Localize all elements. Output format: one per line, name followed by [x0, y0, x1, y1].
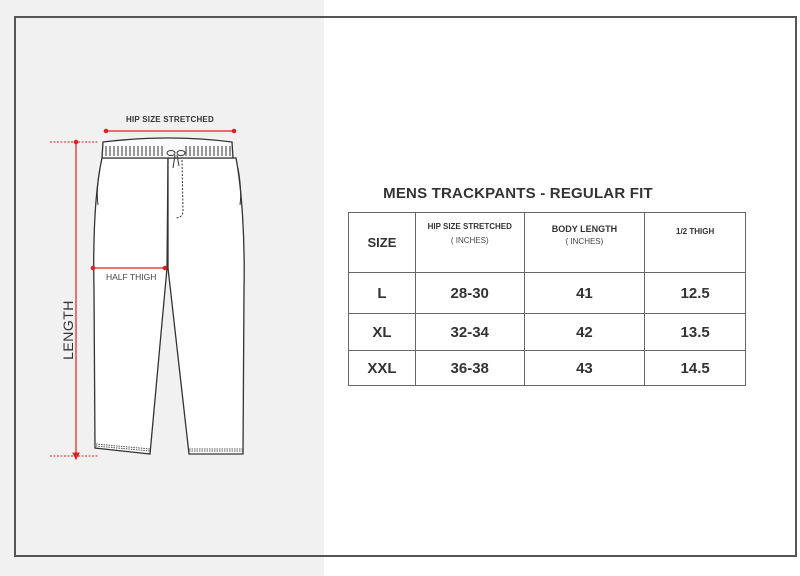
cell-length: 43 [524, 351, 645, 386]
cell-size: XL [349, 314, 416, 351]
cell-size: XXL [349, 351, 416, 386]
table-row [349, 314, 746, 351]
cell-thigh: 12.5 [645, 273, 746, 314]
table-row [349, 351, 746, 386]
cell-length: 42 [524, 314, 645, 351]
header-size: SIZE [349, 213, 416, 273]
table-row [349, 273, 746, 314]
cell-size: L [349, 273, 416, 314]
cell-length: 41 [524, 273, 645, 314]
size-chart-table [348, 212, 746, 386]
cell-thigh: 13.5 [645, 314, 746, 351]
cell-hip: 28-30 [415, 273, 524, 314]
cell-hip: 36-38 [415, 351, 524, 386]
header-body-length: BODY LENGTH ( INCHES) [524, 213, 645, 273]
cell-hip: 32-34 [415, 314, 524, 351]
cell-thigh: 14.5 [645, 351, 746, 386]
half-thigh-label: HALF THIGH [106, 272, 157, 282]
header-half-thigh: 1/2 THIGH [645, 213, 746, 273]
header-hip: HIP SIZE STRETCHED ( INCHES) [415, 213, 524, 273]
hip-size-label: HIP SIZE STRETCHED [126, 115, 214, 124]
table-header-row [349, 213, 746, 273]
length-label: LENGTH [60, 300, 76, 360]
chart-title: MENS TRACKPANTS - REGULAR FIT [383, 185, 653, 202]
